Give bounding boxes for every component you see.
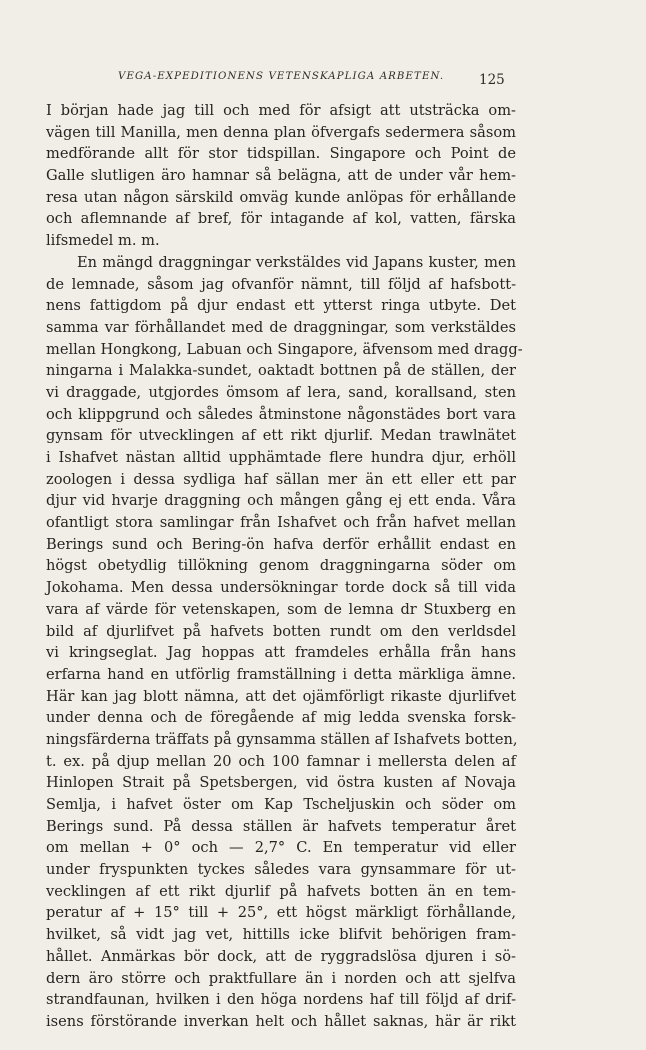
text-line: vi kringseglat. Jag hoppas att framdeles erhålla från hans (46, 644, 516, 662)
text-line: under denna och de föregående af mig ledda svenska forsk- (46, 709, 516, 727)
text-line: i Ishafvet nästan alltid upphämtade flere hundra djur, erhöll (46, 449, 516, 466)
text-line: hållet. Anmärkas bör dock, att de ryggradslösa djuren i sö- (46, 947, 516, 965)
text-line: vara af värde för vetenskapen, som de lemna dr Stuxberg en (46, 600, 516, 618)
text-line: och aflemnande af bref, för intagande af kol, vatten, färska (46, 210, 516, 228)
text-line: hvilket, så vidt jag vet, hittills icke blifvit behörigen fram- (46, 926, 516, 944)
text-line: samma var förhållandet med de draggningar, som verkstäldes (46, 318, 516, 336)
text-line: Semlja, i hafvet öster om Kap Tscheljuskin och söder om (46, 796, 516, 813)
text-line: Berings sund. På dessa ställen är hafvets temperatur året (46, 817, 516, 835)
text-line: isens förstörande inverkan helt och hållet saknas, här är rikt (46, 1012, 516, 1030)
text-line: under fryspunkten tyckes således vara gynsammare för ut- (46, 861, 516, 879)
text-line: nens fattigdom på djur endast ett ytterst ringa utbyte. Det (46, 297, 516, 315)
paragraph (46, 252, 523, 1033)
text-line: ningsfärderna träffats på gynsamma ställen af Ishafvets botten, (46, 730, 518, 748)
text-line: och klippgrund och således åtminstone någonstädes bort vara (46, 405, 516, 423)
text-line: Här kan jag blott nämna, att det ojämförligt rikaste djurlifvet (46, 687, 516, 705)
text-line: ningarna i Malakka-sundet, oaktadt bottnen på de ställen, der (46, 362, 516, 380)
text-line: högst obetydlig tillökning genom draggningarna söder om (46, 557, 516, 575)
text-line: bild af djurlifvet på hafvets botten rundt om den verldsdel (46, 622, 516, 640)
text-line: vi draggade, utgjordes ömsom af lera, sand, korallsand, sten (46, 383, 516, 401)
text-line: medförande allt för stor tidspillan. Singapore och Point de (46, 145, 516, 163)
text-line: peratur af + 15° till + 25°, ett högst märkligt förhållande, (46, 904, 516, 922)
text-line: de lemnade, såsom jag ofvanför nämnt, till följd af hafsbott- (46, 275, 516, 293)
text-line: vecklingen af ett rikt djurlif på hafvets botten än en tem- (46, 882, 516, 900)
text-line: zoologen i dessa sydliga haf sällan mer än ett eller ett par (46, 470, 516, 488)
running-title: VEGA-EXPEDITIONENS VETENSKAPLIGA ARBETEN. (118, 71, 445, 82)
text-line: I början hade jag till och med för afsigt att utsträcka om- (46, 102, 516, 119)
page-number: 125 (479, 72, 505, 88)
text-line: dern äro större och praktfullare än i norden och att sjelfva (46, 969, 516, 987)
text-line: ofantligt stora samlingar från Ishafvet och från hafvet mellan (46, 514, 516, 532)
text-line: Hinlopen Strait på Spetsbergen, vid östra kusten af Novaja (46, 774, 516, 792)
text-line: lifsmedel m. m. (46, 232, 160, 250)
text-line: t. ex. på djup mellan 20 och 100 famnar i mellersta delen af (46, 752, 516, 770)
text-line: Jokohama. Men dessa undersökningar torde dock så till vida (46, 579, 516, 597)
text-line: djur vid hvarje draggning och mången gång ej ett enda. Våra (46, 492, 516, 510)
text-line: strandfaunan, hvilken i den höga nordens haf till följd af drif- (46, 991, 516, 1009)
text-line: om mellan + 0° och — 2,7° C. En temperatur vid eller (46, 839, 516, 857)
paragraph (46, 100, 516, 252)
text-line: Galle slutligen äro hamnar så belägna, att de under vår hem- (46, 167, 516, 185)
text-line: Berings sund och Bering-ön hafva derför erhållit endast en (46, 535, 516, 553)
text-line: gynsam för utvecklingen af ett rikt djurlif. Medan trawlnätet (46, 427, 516, 445)
text-line: erfarna hand en utförlig framställning i detta märkliga ämne. (46, 665, 516, 683)
body-text (46, 100, 523, 1033)
text-line: En mängd draggningar verkstäldes vid Japans kuster, men (77, 253, 516, 271)
text-line: vägen till Manilla, men denna plan öfvergafs sedermera såsom (46, 123, 516, 141)
text-line: resa utan någon särskild omväg kunde anlöpas för erhållande (46, 188, 516, 206)
text-line: mellan Hongkong, Labuan och Singapore, äfvensom med dragg- (46, 340, 523, 358)
running-header (118, 71, 515, 89)
